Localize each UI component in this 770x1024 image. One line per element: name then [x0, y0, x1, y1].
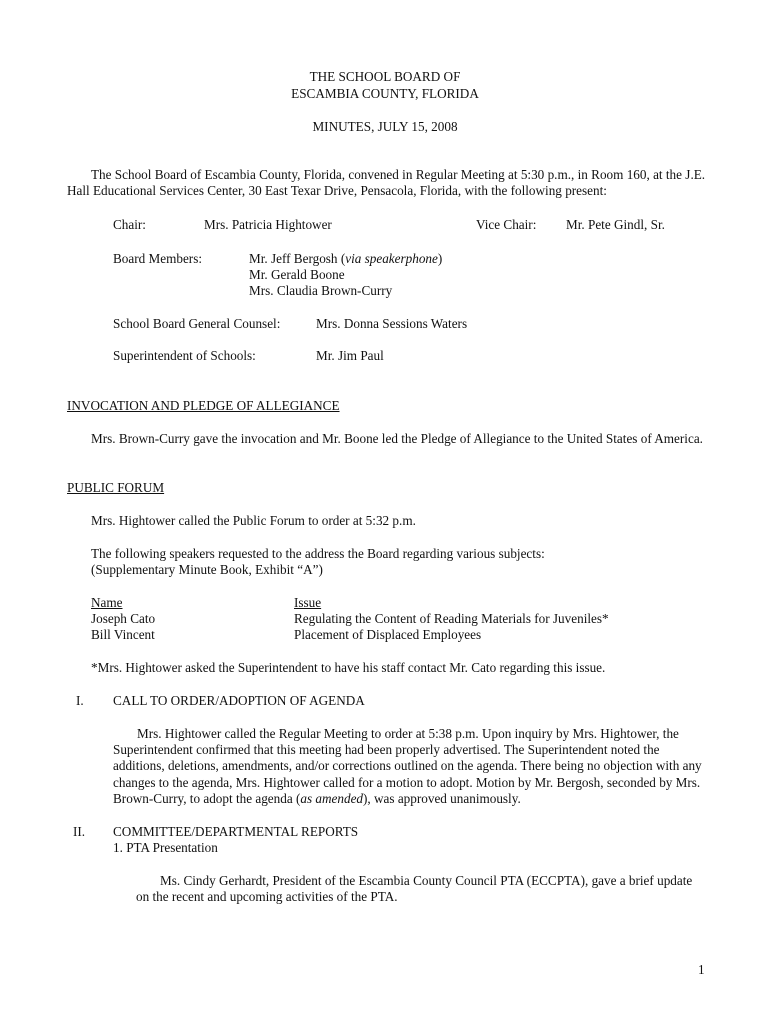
- superintendent-name: Mr. Jim Paul: [316, 348, 384, 363]
- invocation-text: Mrs. Brown-Curry gave the invocation and Mr. Boone led the Pledge of Allegiance to the United States of America.: [91, 431, 703, 446]
- board-member-1-close: ): [437, 251, 443, 266]
- superintendent-label: Superintendent of Schools:: [113, 348, 256, 363]
- vice-chair-label: Vice Chair:: [476, 217, 537, 232]
- speakers-col-issue: Issue: [294, 595, 322, 610]
- section-1-text-italic: as amended: [300, 790, 364, 806]
- board-member-1-note: via speakerphone: [345, 251, 438, 266]
- page-number: 1: [698, 962, 705, 977]
- counsel-label: School Board General Counsel:: [113, 316, 281, 331]
- speaker-issue: Regulating the Content of Reading Materials for Juveniles*: [294, 611, 609, 626]
- board-members-label: Board Members:: [113, 251, 202, 266]
- county-title: ESCAMBIA COUNTY, FLORIDA: [291, 86, 479, 101]
- speaker-name: Joseph Cato: [91, 611, 156, 626]
- counsel-name: Mrs. Donna Sessions Waters: [316, 316, 468, 331]
- speakers-exhibit: (Supplementary Minute Book, Exhibit “A”): [91, 562, 323, 577]
- section-1-text: [113, 726, 705, 807]
- speaker-issue: Placement of Displaced Employees: [294, 627, 482, 642]
- intro-paragraph: The School Board of Escambia County, Florida, convened in Regular Meeting at 5:30 p.m., in Room 160, at the J.E. Hall Educational Services Center, 30 East Texar Drive, Pensacola, Florida, with the following present:: [67, 167, 706, 199]
- invocation-heading: INVOCATION AND PLEDGE OF ALLEGIANCE: [67, 398, 340, 413]
- section-1-numeral: I.: [76, 693, 84, 708]
- speakers-footnote: *Mrs. Hightower asked the Superintendent to have his staff contact Mr. Cato regarding this issue.: [91, 660, 606, 675]
- vice-chair-name: Mr. Pete Gindl, Sr.: [566, 217, 665, 232]
- section-2-text: Ms. Cindy Gerhardt, President of the Escambia County Council PTA (ECCPTA), gave a brief update on the recent and upcoming activities of the PTA.: [136, 873, 693, 905]
- board-title: THE SCHOOL BOARD OF: [309, 69, 461, 84]
- section-1-text-main: Mrs. Hightower called the Regular Meeting to order at 5:38 p.m. Upon inquiry by Mrs. Hightower, the Superintendent confirmed that this meeting had been properly advertised. The Superintendent noted the additions, deletions, amendments, and/or corrections outlined on the agenda. There being no objection with any changes to the agenda, Mrs. Hightower called for a motion to adopt. Motion by Mr. Bergosh, seconded by Mrs. Brown-Curry, to adopt the agenda (: [113, 726, 702, 806]
- public-forum-called: Mrs. Hightower called the Public Forum to order at 5:32 p.m.: [91, 513, 416, 528]
- minutes-title: MINUTES, JULY 15, 2008: [312, 119, 458, 134]
- section-1-text-end: ), was approved unanimously.: [363, 790, 521, 806]
- speakers-col-name: Name: [91, 595, 123, 610]
- speaker-name: Bill Vincent: [91, 627, 155, 642]
- section-2-numeral: II.: [73, 824, 86, 839]
- section-1-heading: CALL TO ORDER/ADOPTION OF AGENDA: [113, 693, 365, 708]
- board-member-2: Mr. Gerald Boone: [249, 267, 345, 282]
- section-2-subheading: 1. PTA Presentation: [113, 840, 218, 855]
- board-member-1-name: Mr. Jeff Bergosh (: [249, 251, 346, 266]
- board-member-3: Mrs. Claudia Brown-Curry: [249, 283, 393, 298]
- chair-label: Chair:: [113, 217, 146, 232]
- board-member-1: [249, 251, 442, 267]
- chair-name: Mrs. Patricia Hightower: [204, 217, 332, 232]
- public-forum-heading: PUBLIC FORUM: [67, 480, 165, 495]
- speakers-intro: The following speakers requested to the address the Board regarding various subjects:: [91, 546, 545, 561]
- section-2-heading: COMMITTEE/DEPARTMENTAL REPORTS: [113, 824, 359, 839]
